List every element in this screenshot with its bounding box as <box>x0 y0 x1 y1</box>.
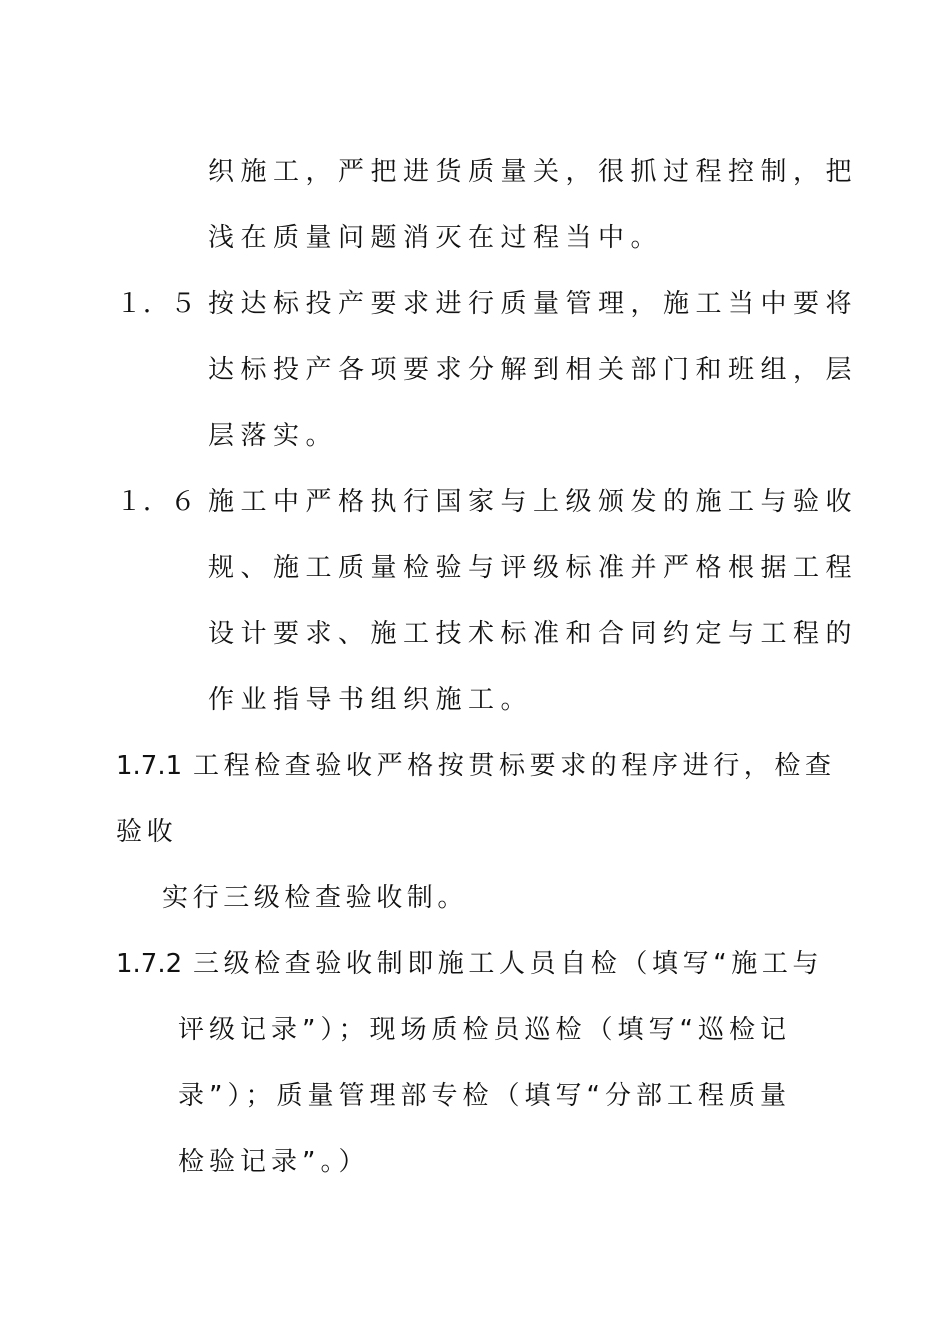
item-1-7-2-line: 录”）；质量管理部专检（填写“分部工程质量 <box>178 1081 791 1111</box>
item-1-5-line: 达标投产各项要求分解到相关部门和班组，层 <box>208 355 859 385</box>
item-1-7-2-line: 评级记录”）；现场质检员巡检（填写“巡检记 <box>178 1015 791 1045</box>
item-1-6-line: 作业指导书组织施工。 <box>208 685 534 715</box>
item-1-7-2-line: 三级检查验收制即施工人员自检（填写“施工与 <box>193 949 824 979</box>
item-1-7-1-line: 验收 <box>116 817 178 847</box>
item-1-7-2-line: 检验记录”。） <box>178 1147 370 1177</box>
item-1-6-line: 规、施工质量检验与评级标准并严格根据工程 <box>208 553 859 583</box>
item-1-7-1-line: 工程检查验收严格按贯标要求的程序进行，检查 <box>193 751 836 781</box>
item-number-1-7-2: 1.7.2 <box>116 949 183 979</box>
item-number-1-6: １．６ <box>116 487 198 517</box>
item-1-5-line: 按达标投产要求进行质量管理，施工当中要将 <box>208 289 859 319</box>
item-1-6-line: 设计要求、施工技术标准和合同约定与工程的 <box>208 619 859 649</box>
paragraph-line: 浅在质量问题消灭在过程当中。 <box>208 223 664 253</box>
item-number-1-7-1: 1.7.1 <box>116 751 183 781</box>
paragraph-line: 织施工，严把进货质量关，很抓过程控制，把 <box>208 157 859 187</box>
item-1-7-1-line: 实行三级检查验收制。 <box>162 883 469 913</box>
item-1-5-line: 层落实。 <box>208 421 339 451</box>
item-number-1-5: １．５ <box>116 289 198 319</box>
item-1-6-line: 施工中严格执行国家与上级颁发的施工与验收 <box>208 487 859 517</box>
